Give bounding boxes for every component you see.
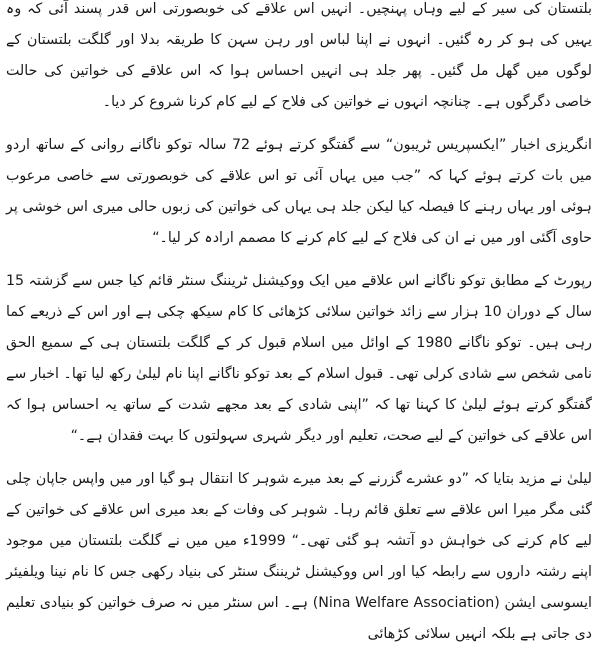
article-paragraph-4: لیلیٰ نے مزید بتایا کہ ”دو عشرے گزرنے کے بعد میرے شوہر کا انتقال ہو گیا اور میں واپس جاپان چلی گئی مگر میرا اس علاقے سے تعلق قائم رہا۔ شوہر کی وفات کے بعد میری اس علاقے کی خواتین کے لیے کام کرنے کی خواہش دو آتشہ ہو گئی تھی۔“ 1999ء میں میں نے گلگت بلتستان میں موجود اپنے رشتہ داروں سے رابطہ کیا اور اس ووکیشنل ٹریننگ سنٹر کی بنیاد رکھی جس کا نام نینا ویلفیئر ایسوسی ایشن (Nina Welfare Association) ہے۔ اس سنٹر میں نہ صرف خواتین کو بنیادی تعلیم دی جاتی ہے بلکہ انہیں سلائی کڑھائی: [6, 471, 592, 642]
article-paragraph-2: انگریزی اخبار ”ایکسپریس ٹریبون“ سے گفتگو کرتے ہوئے 72 سالہ توکو ناگانے روانی کے ساتھ اردو میں بات کرتے ہوئے کہا کہ ”جب میں یہاں آئی تو اس علاقے کی خوبصورتی سے خاصی مرعوب ہوئی اور یہاں رہنے کا فیصلہ کیا لیکن جلد ہی یہاں کی خواتین کی زبوں حالی میری اس خوشی پر حاوی آگئی اور میں نے ان کی فلاح کے لیے کام کرنے کا مصمم ارادہ کر لیا۔“: [6, 137, 592, 246]
article-paragraph-1: بلتستان کی سیر کے لیے وہاں پہنچیں۔ انہیں اس علاقے کی خوبصورتی اس قدر پسند آئی کہ وہ یہیں کی ہو کر رہ گئیں۔ انہوں نے اپنا لباس اور رہن سہن کا طریقہ بدلا اور گلگت بلتستان کے لوگوں میں گھل مل گئیں۔ پھر جلد ہی انہیں احساس ہوا کہ اس علاقے کی خواتین کی حالت خاصی دگرگوں ہے۔ چنانچہ انہوں نے خواتین کی فلاح کے لیے کام کرنا شروع کر دیا۔: [6, 1, 592, 110]
article-paragraph-3: رپورٹ کے مطابق توکو ناگانے اس علاقے میں ایک ووکیشنل ٹریننگ سنٹر قائم کیا جس سے گزشتہ 15 سال کے دوران 10 ہزار سے زائد خواتین سلائی کڑھائی کا کام سیکھ چکی ہے اور اس کے ذریعے کما رہی ہیں۔ توکو ناگانے 1980 کے اوائل میں اسلام قبول کر کے گلگت بلتستان ہی کے سمیع الحق نامی شخص سے شادی کرلی تھی۔ قبول اسلام کے بعد توکو ناگانے اپنا نام لیلیٰ رکھ لیا تھا۔ اخبار سے گفتگو کرتے ہوئے لیلیٰ کا کہنا تھا کہ ”اپنی شادی کے بعد مجھے شدت کے ساتھ یہ احساس ہوا کہ اس علاقے کی خواتین کے لیے صحت، تعلیم اور دیگر شہری سہولتوں کا بہت فقدان ہے۔“: [6, 273, 593, 444]
